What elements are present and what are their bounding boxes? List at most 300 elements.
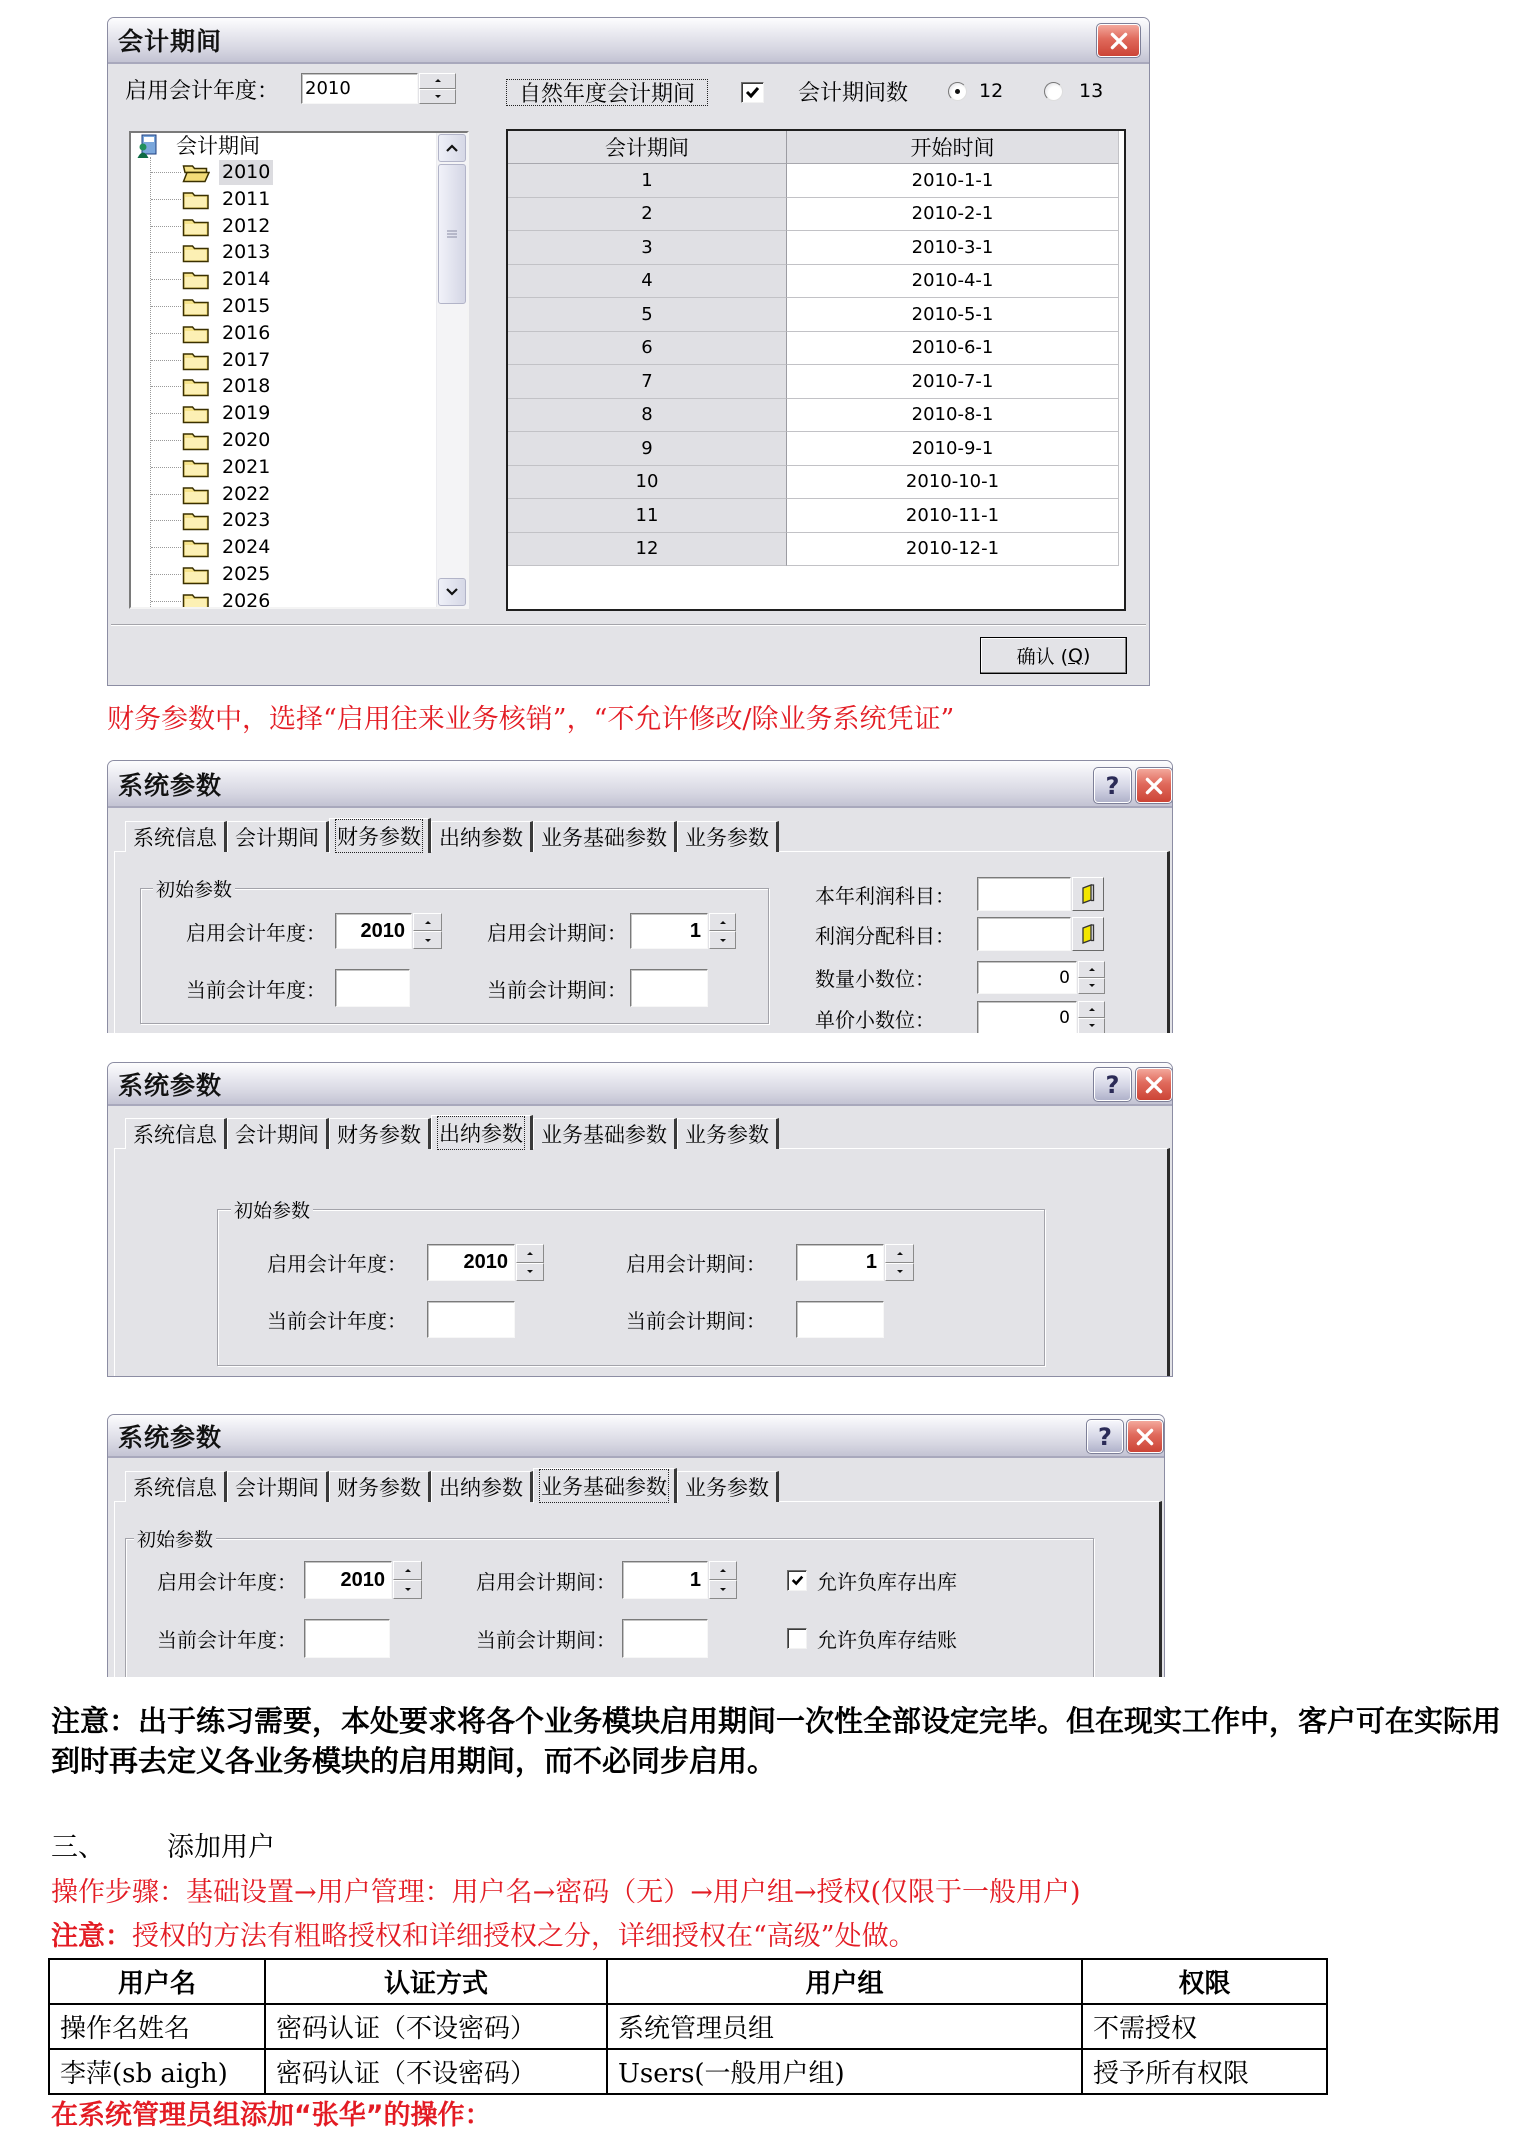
- tab-label: 系统信息: [133, 1123, 217, 1147]
- tab[interactable]: [533, 1118, 677, 1149]
- close-icon: [1108, 30, 1130, 52]
- allow-negative-outbound-label[interactable]: 允许负库存出库: [817, 1569, 957, 1594]
- radio-13-label[interactable]: 13: [1079, 80, 1104, 102]
- tree-root-label: 会计期间: [176, 134, 260, 158]
- period-number-cell: 5: [508, 298, 787, 332]
- tree-connector: [151, 252, 181, 253]
- authorization-note-text: 授权的方法有粗略授权和详细授权之分，详细授权在“高级”处做。: [132, 1921, 916, 1952]
- tab-label: 财务参数: [337, 821, 421, 851]
- start-period-input[interactable]: 1: [796, 1244, 884, 1281]
- authorization-note-label: 注意：: [51, 1921, 132, 1952]
- column-header-auth-method: 认证方式: [265, 1959, 607, 2004]
- finance-params-note: 财务参数中，选择“启用往来业务核销”，“不允许修改/除业务系统凭证”: [107, 704, 955, 735]
- close-button[interactable]: [1097, 24, 1140, 57]
- notice-line-2: 到时再去定义各业务模块的启用期间，而不必同步启用。: [51, 1744, 777, 1778]
- group-title: 初始参数: [231, 1196, 313, 1223]
- profit-account-lookup-button[interactable]: [1072, 877, 1104, 911]
- tree-connector: [151, 386, 181, 387]
- tab-label: 出纳参数: [439, 1118, 523, 1148]
- close-icon: [1143, 775, 1165, 797]
- tab-label: 会计期间: [235, 1476, 319, 1500]
- start-date-cell[interactable]: 2010-2-1: [787, 198, 1119, 232]
- current-year-input[interactable]: [427, 1301, 515, 1338]
- close-icon: [1134, 1426, 1156, 1448]
- folder-icon: [182, 403, 210, 424]
- tree-item-label: 2013: [222, 241, 271, 264]
- profit-account-label: 本年利润科目：: [815, 883, 955, 908]
- tab[interactable]: [125, 1471, 227, 1502]
- arrow-up-icon: [527, 1252, 533, 1255]
- grid-body: [508, 164, 1124, 566]
- price-decimals-label: 单价小数位：: [815, 1008, 935, 1032]
- period-number-cell: 3: [508, 231, 787, 265]
- confirm-button[interactable]: [980, 637, 1127, 674]
- dialog-title: 系统参数: [118, 770, 223, 800]
- radio-13-periods[interactable]: [1044, 82, 1063, 101]
- start-date-cell[interactable]: 2010-8-1: [787, 399, 1119, 433]
- tree-item-year[interactable]: [131, 400, 436, 427]
- grid-row[interactable]: [508, 298, 1124, 332]
- current-period-label: 当前会计期间：: [476, 1627, 616, 1652]
- folder-icon: [182, 242, 210, 263]
- tab[interactable]: [227, 1471, 329, 1502]
- operation-steps: 操作步骤：基础设置→用户管理：用户名→密码（无）→用户组→授权(仅限于一般用户): [51, 1877, 1081, 1908]
- title-bar[interactable]: [108, 761, 1172, 808]
- spin-up-button[interactable]: [709, 913, 736, 931]
- tree-root-item[interactable]: [131, 133, 436, 159]
- arrow-up-icon: [720, 1569, 726, 1572]
- tree-item-year[interactable]: [131, 186, 436, 213]
- start-date-cell[interactable]: 2010-11-1: [787, 499, 1119, 533]
- column-header-username: 用户名: [49, 1959, 265, 2004]
- tree-item-year[interactable]: [131, 293, 436, 320]
- scroll-thumb[interactable]: [438, 164, 466, 304]
- tree-item-year[interactable]: [131, 561, 436, 588]
- tab-label: 业务参数: [685, 1123, 769, 1147]
- radio-12-periods[interactable]: [948, 82, 967, 101]
- spin-up-button[interactable]: [393, 1561, 422, 1580]
- tree-item-year[interactable]: [131, 266, 436, 293]
- notice-line-1: 注意：出于练习需要，本处要求将各个业务模块启用期间一次性全部设定完毕。但在现实工作中，客户可在实际用: [51, 1704, 1502, 1738]
- tab-label: 系统信息: [133, 826, 217, 850]
- allow-negative-close-checkbox[interactable]: [787, 1628, 807, 1649]
- arrow-up-icon: [1089, 1008, 1095, 1011]
- system-params-dialog-business-base: [107, 1414, 1165, 1677]
- permission-cell: 不需授权: [1082, 2004, 1327, 2049]
- check-icon: [791, 1574, 804, 1587]
- tab-label: 业务基础参数: [541, 1123, 667, 1147]
- initial-params-group: [217, 1209, 1045, 1366]
- accounting-root-icon: [137, 134, 157, 159]
- arrow-up-icon: [435, 79, 441, 82]
- tab-label: 业务基础参数: [541, 1471, 667, 1501]
- price-decimals-spinner[interactable]: [1078, 1001, 1105, 1033]
- tab-label: 业务参数: [685, 826, 769, 850]
- start-year-spinner[interactable]: [413, 913, 442, 949]
- start-period-input[interactable]: 1: [630, 913, 708, 949]
- arrow-down-icon: [527, 1270, 533, 1273]
- tree-item-year[interactable]: [131, 507, 436, 534]
- tab[interactable]: [227, 821, 329, 852]
- system-params-dialog-finance: [107, 760, 1173, 1033]
- start-year-label: 启用会计年度：: [125, 79, 280, 104]
- folder-icon: [182, 537, 210, 558]
- tree-connector: [151, 601, 181, 602]
- start-date-cell[interactable]: 2010-4-1: [787, 265, 1119, 299]
- folder-icon: [182, 457, 210, 478]
- close-button[interactable]: [1136, 768, 1172, 803]
- current-period-input[interactable]: [796, 1301, 884, 1338]
- period-number-cell: 11: [508, 499, 787, 533]
- tree-connector: [151, 226, 181, 227]
- tab-strip: [125, 817, 779, 852]
- start-year-spinner[interactable]: [516, 1244, 544, 1281]
- folder-icon: [182, 510, 210, 531]
- reference-book-icon: [1080, 884, 1096, 904]
- start-period-input[interactable]: 1: [622, 1561, 708, 1599]
- tab-strip: [125, 1467, 779, 1502]
- start-period-spinner[interactable]: [885, 1244, 914, 1281]
- add-admin-heading: 在系统管理员组添加“张华”的操作：: [51, 2100, 492, 2131]
- grid-row[interactable]: [508, 164, 1124, 198]
- tree-item-label: 2014: [222, 268, 271, 291]
- current-period-label: 当前会计期间：: [626, 1309, 766, 1333]
- tree-item-label: 2015: [222, 294, 271, 317]
- tab[interactable]: [227, 1118, 329, 1149]
- radio-dot: [955, 89, 960, 94]
- column-header-period[interactable]: 会计期间: [508, 131, 787, 164]
- start-date-cell[interactable]: 2010-10-1: [787, 466, 1119, 500]
- accounting-period-dialog: [107, 17, 1150, 686]
- qty-decimals-spinner[interactable]: [1078, 961, 1105, 994]
- column-header-user-group: 用户组: [607, 1959, 1082, 2004]
- permission-cell: 授予所有权限: [1082, 2049, 1327, 2094]
- tree-item-year[interactable]: [131, 239, 436, 266]
- start-year-input[interactable]: 2010: [427, 1244, 515, 1281]
- profit-distribution-input[interactable]: [977, 917, 1071, 951]
- qty-decimals-input[interactable]: 0: [977, 961, 1077, 994]
- grid-row[interactable]: [508, 466, 1124, 500]
- group-title: 初始参数: [153, 875, 235, 902]
- tree-item-year[interactable]: [131, 213, 436, 240]
- tab[interactable]: [533, 821, 677, 852]
- column-header-start-date[interactable]: 开始时间: [787, 131, 1119, 164]
- profit-distribution-label: 利润分配科目：: [815, 923, 955, 948]
- spin-down-button[interactable]: [1078, 978, 1105, 995]
- grid-row[interactable]: [508, 399, 1124, 433]
- user-group-cell: 系统管理员组: [607, 2004, 1082, 2049]
- arrow-down-icon: [1089, 984, 1095, 987]
- folder-icon: [182, 591, 210, 609]
- folder-open-icon: [182, 162, 210, 183]
- help-button[interactable]: ?: [1094, 1068, 1131, 1101]
- title-bar[interactable]: [108, 1415, 1164, 1458]
- tree-item-label: 2026: [222, 589, 271, 609]
- period-year-tree[interactable]: [129, 131, 469, 609]
- folder-icon: [182, 564, 210, 585]
- start-period-label: 启用会计期间：: [626, 1252, 766, 1276]
- period-number-cell: 4: [508, 265, 787, 299]
- tree-connector: [151, 279, 181, 280]
- spin-up-button[interactable]: [885, 1244, 914, 1263]
- tree-item-year[interactable]: [131, 373, 436, 400]
- spin-down-button[interactable]: [885, 1263, 914, 1282]
- user-table: [48, 1958, 1328, 2095]
- username-cell: 操作名姓名: [49, 2004, 265, 2049]
- tree-item-year[interactable]: [131, 454, 436, 481]
- tree-item-label: 2018: [222, 375, 271, 398]
- tab-label: 出纳参数: [439, 1476, 523, 1500]
- dialog-title: 系统参数: [118, 1070, 223, 1100]
- grid-row[interactable]: [508, 231, 1124, 265]
- start-year-label: 启用会计年度：: [157, 1569, 297, 1594]
- close-button[interactable]: [1127, 1420, 1163, 1453]
- help-button[interactable]: ?: [1087, 1420, 1123, 1453]
- auth-method-cell: 密码认证（不设密码）: [265, 2049, 607, 2094]
- arrow-down-icon: [720, 1588, 726, 1591]
- spin-up-button[interactable]: [413, 913, 442, 931]
- title-bar[interactable]: [108, 1063, 1172, 1106]
- tab[interactable]: [125, 1118, 227, 1149]
- tree-item-label: 2019: [222, 402, 271, 425]
- start-date-cell[interactable]: 2010-5-1: [787, 298, 1119, 332]
- tree-connector: [151, 306, 181, 307]
- spin-down-button[interactable]: [516, 1263, 544, 1282]
- arrow-down-icon: [720, 939, 726, 942]
- profit-account-input[interactable]: [977, 877, 1071, 911]
- table-row: [49, 2049, 1327, 2094]
- tree-item-label: 2011: [222, 187, 271, 210]
- grid-row[interactable]: [508, 499, 1124, 533]
- tree-item-year[interactable]: [131, 588, 436, 609]
- tree-connector: [151, 574, 181, 575]
- folder-icon: [182, 430, 210, 451]
- tab-label: 财务参数: [337, 1476, 421, 1500]
- tree-connector: [151, 467, 181, 468]
- close-button[interactable]: [1136, 1068, 1172, 1101]
- current-year-input[interactable]: [304, 1619, 390, 1658]
- tab-label: 业务基础参数: [541, 826, 667, 850]
- natural-year-period-label[interactable]: 自然年度会计期间: [506, 79, 708, 106]
- period-number-cell: 12: [508, 533, 787, 567]
- start-year-spinner[interactable]: [393, 1561, 422, 1599]
- current-year-label: 当前会计年度：: [186, 977, 326, 1002]
- auth-method-cell: 密码认证（不设密码）: [265, 2004, 607, 2049]
- tab[interactable]: [677, 1118, 779, 1149]
- tree-item-year[interactable]: [131, 347, 436, 374]
- section-title: 添加用户: [167, 1832, 275, 1863]
- start-period-label: 启用会计期间：: [476, 1569, 616, 1594]
- close-icon: [1143, 1074, 1165, 1096]
- spin-down-button[interactable]: [413, 931, 442, 949]
- tab[interactable]: [533, 1468, 677, 1503]
- tree-item-label: 2024: [222, 536, 271, 559]
- start-year-spinner[interactable]: [419, 73, 456, 104]
- tree-item-label: 2016: [222, 321, 271, 344]
- allow-negative-close-label[interactable]: 允许负库存结账: [817, 1627, 957, 1652]
- title-bar[interactable]: [108, 18, 1149, 64]
- price-decimals-input[interactable]: 0: [977, 1001, 1077, 1033]
- spin-down-button[interactable]: [1078, 1018, 1105, 1034]
- period-grid[interactable]: [506, 129, 1126, 611]
- arrow-up-icon: [405, 1569, 411, 1572]
- folder-icon: [182, 376, 210, 397]
- tab-strip: [125, 1114, 779, 1149]
- tree-item-label: 2010: [219, 160, 273, 185]
- start-year-input[interactable]: 2010: [304, 1561, 392, 1599]
- start-year-input[interactable]: 2010: [335, 913, 412, 949]
- current-year-input[interactable]: [335, 969, 410, 1007]
- tree-connector: [151, 494, 181, 495]
- tab-label: 系统信息: [133, 1476, 217, 1500]
- period-number-cell: 9: [508, 432, 787, 466]
- folder-icon: [182, 323, 210, 344]
- start-period-spinner[interactable]: [709, 913, 736, 949]
- spin-down-button[interactable]: [709, 931, 736, 949]
- folder-icon: [182, 269, 210, 290]
- grid-row[interactable]: [508, 332, 1124, 366]
- tree-item-year[interactable]: [131, 481, 436, 508]
- start-year-label: 启用会计年度：: [267, 1252, 407, 1276]
- spin-up-button[interactable]: [419, 73, 456, 89]
- arrow-up-icon: [425, 921, 431, 924]
- tree-item-label: 2017: [222, 348, 271, 371]
- tree-connector: [151, 333, 181, 334]
- arrow-up-icon: [720, 921, 726, 924]
- spin-up-button[interactable]: [1078, 961, 1105, 978]
- grid-header-row: [508, 131, 1124, 164]
- chevron-down-icon: [446, 588, 458, 596]
- section-number: 三、: [51, 1832, 105, 1863]
- grid-row[interactable]: [508, 533, 1124, 567]
- authorization-note: [51, 1917, 916, 1957]
- grid-row[interactable]: [508, 265, 1124, 299]
- reference-book-icon: [1080, 924, 1096, 944]
- folder-icon: [182, 350, 210, 371]
- start-period-spinner[interactable]: [709, 1561, 737, 1599]
- start-date-cell[interactable]: 2010-9-1: [787, 432, 1119, 466]
- start-year-input[interactable]: 2010: [301, 73, 418, 104]
- period-count-label: 会计期间数: [798, 80, 909, 106]
- tree-item-label: 2021: [222, 455, 271, 478]
- tree-connector: [151, 172, 181, 173]
- spin-up-button[interactable]: [709, 1561, 737, 1580]
- tab-label: 会计期间: [235, 826, 319, 850]
- column-header-permission: 权限: [1082, 1959, 1327, 2004]
- start-date-cell[interactable]: 2010-6-1: [787, 332, 1119, 366]
- tree-connector: [151, 520, 181, 521]
- spin-down-button[interactable]: [393, 1580, 422, 1599]
- arrow-up-icon: [1089, 968, 1095, 971]
- tab[interactable]: [329, 1118, 431, 1149]
- start-year-label: 启用会计年度：: [186, 920, 326, 945]
- dialog-title: 系统参数: [118, 1422, 223, 1452]
- folder-icon: [182, 296, 210, 317]
- folder-icon: [182, 216, 210, 237]
- tree-connector: [151, 413, 181, 414]
- period-number-cell: 7: [508, 365, 787, 399]
- grid-row[interactable]: [508, 432, 1124, 466]
- tab[interactable]: [329, 1471, 431, 1502]
- tab[interactable]: [677, 1471, 779, 1502]
- qty-decimals-label: 数量小数位：: [815, 967, 935, 991]
- grid-row[interactable]: [508, 365, 1124, 399]
- grip-icon: [447, 230, 457, 238]
- start-date-cell[interactable]: 2010-12-1: [787, 533, 1119, 567]
- scroll-up-button[interactable]: [438, 134, 466, 162]
- arrow-down-icon: [1089, 1024, 1095, 1027]
- tree-item-year[interactable]: [131, 534, 436, 561]
- tree-item-year[interactable]: [131, 427, 436, 454]
- tab[interactable]: [431, 1471, 533, 1502]
- tree-item-year[interactable]: [131, 159, 436, 186]
- tab[interactable]: [431, 1115, 533, 1150]
- grid-row[interactable]: [508, 198, 1124, 232]
- help-button[interactable]: ?: [1094, 768, 1131, 803]
- tree-connector: [151, 440, 181, 441]
- folder-icon: [182, 484, 210, 505]
- tree-item-label: 2022: [222, 482, 271, 505]
- tab-label: 会计期间: [235, 1123, 319, 1147]
- tree-item-year[interactable]: [131, 320, 436, 347]
- folder-icon: [182, 189, 210, 210]
- current-period-label: 当前会计期间：: [487, 977, 627, 1002]
- spin-down-button[interactable]: [419, 89, 456, 105]
- start-period-label: 启用会计期间：: [487, 920, 627, 945]
- table-row: [49, 2004, 1327, 2049]
- tree-connector: [151, 199, 181, 200]
- period-number-cell: 10: [508, 466, 787, 500]
- profit-distribution-lookup-button[interactable]: [1072, 917, 1104, 951]
- footer-divider: [111, 624, 1146, 626]
- tab[interactable]: [677, 821, 779, 852]
- tab[interactable]: [125, 821, 227, 852]
- tab-label: 财务参数: [337, 1123, 421, 1147]
- spin-up-button[interactable]: [1078, 1001, 1105, 1018]
- start-date-cell[interactable]: 2010-7-1: [787, 365, 1119, 399]
- scroll-down-button[interactable]: [438, 578, 466, 606]
- check-icon: [745, 86, 760, 99]
- spin-down-button[interactable]: [709, 1580, 737, 1599]
- current-period-input[interactable]: [622, 1619, 708, 1658]
- current-period-input[interactable]: [630, 969, 708, 1007]
- natural-year-checkbox[interactable]: [741, 82, 764, 103]
- tab[interactable]: [329, 818, 431, 853]
- radio-12-label[interactable]: 12: [979, 80, 1004, 102]
- system-params-dialog-cashier: [107, 1062, 1173, 1377]
- period-number-cell: 6: [508, 332, 787, 366]
- tree-scrollbar[interactable]: [436, 133, 467, 607]
- tab[interactable]: [431, 821, 533, 852]
- allow-negative-outbound-checkbox[interactable]: [787, 1570, 807, 1591]
- confirm-label-prefix: 确认 (: [1016, 646, 1069, 668]
- dialog-title: 会计期间: [118, 27, 223, 56]
- spin-up-button[interactable]: [516, 1244, 544, 1263]
- start-date-cell[interactable]: 2010-1-1: [787, 164, 1119, 198]
- username-cell: 李萍(sb aigh): [49, 2049, 265, 2094]
- current-year-label: 当前会计年度：: [157, 1627, 297, 1652]
- table-header-row: [49, 1959, 1327, 2004]
- arrow-down-icon: [897, 1270, 903, 1273]
- tree-year-list: [131, 159, 436, 609]
- chevron-up-icon: [446, 144, 458, 152]
- tree-item-label: 2023: [222, 509, 271, 532]
- arrow-down-icon: [405, 1588, 411, 1591]
- start-date-cell[interactable]: 2010-3-1: [787, 231, 1119, 265]
- confirm-label-suffix: ): [1083, 644, 1091, 667]
- arrow-down-icon: [435, 95, 441, 98]
- tree-item-label: 2020: [222, 428, 271, 451]
